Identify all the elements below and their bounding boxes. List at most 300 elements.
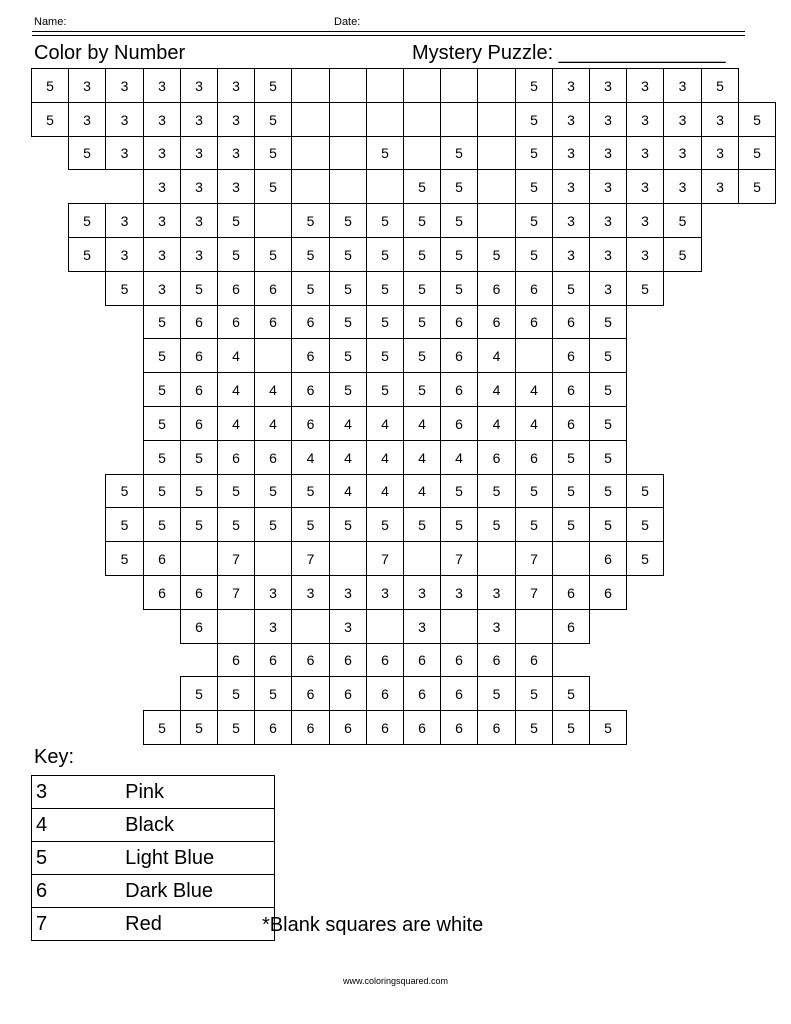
grid-cell: 4 — [291, 440, 330, 475]
grid-cell: 3 — [329, 609, 367, 644]
grid-cell: 3 — [180, 169, 218, 204]
grid-cell: 6 — [291, 643, 330, 677]
grid-cell: 5 — [403, 237, 441, 272]
grid-cell: 5 — [329, 237, 367, 272]
grid-cell: 6 — [180, 406, 218, 441]
grid-cell: 5 — [217, 203, 255, 238]
grid-cell: 6 — [217, 643, 255, 677]
grid-cell: 5 — [366, 338, 404, 373]
grid-cell: 3 — [626, 169, 664, 204]
grid-cell: 4 — [329, 440, 367, 475]
grid-cell: 6 — [180, 338, 218, 373]
grid-cell: 4 — [329, 406, 367, 441]
key-row — [32, 809, 275, 842]
grid-cell — [477, 541, 516, 576]
page-title: Color by Number — [34, 42, 186, 64]
grid-cell: 5 — [329, 372, 367, 407]
grid-cell — [440, 68, 478, 103]
grid-cell — [403, 68, 441, 103]
grid-cell: 5 — [105, 507, 144, 542]
grid-cell: 5 — [515, 237, 553, 272]
grid-cell: 5 — [738, 136, 776, 170]
grid-cell: 5 — [254, 676, 292, 711]
grid-cell: 5 — [515, 507, 553, 542]
grid-cell: 6 — [366, 676, 404, 711]
grid-cell: 5 — [366, 507, 404, 542]
grid-cell: 4 — [403, 440, 441, 475]
grid-cell: 5 — [254, 136, 292, 170]
grid-cell: 3 — [552, 136, 590, 170]
grid-cell: 3 — [477, 575, 516, 610]
grid-cell: 6 — [254, 710, 292, 745]
grid-cell: 6 — [143, 575, 181, 610]
grid-cell: 3 — [403, 609, 441, 644]
grid-cell: 5 — [143, 372, 181, 407]
grid-cell: 5 — [329, 203, 367, 238]
grid-cell: 3 — [366, 575, 404, 610]
grid-cell: 5 — [291, 271, 330, 306]
grid-cell: 4 — [477, 338, 516, 373]
grid-cell: 3 — [440, 575, 478, 610]
grid-cell: 6 — [366, 710, 404, 745]
grid-cell: 5 — [515, 203, 553, 238]
key-row — [32, 776, 275, 809]
grid-cell: 5 — [552, 676, 590, 711]
grid-cell: 3 — [180, 136, 218, 170]
grid-cell: 6 — [403, 643, 441, 677]
grid-cell: 3 — [105, 136, 144, 170]
grid-cell: 5 — [477, 676, 516, 711]
grid-cell: 5 — [291, 203, 330, 238]
grid-cell: 5 — [291, 237, 330, 272]
grid-cell: 5 — [254, 102, 292, 137]
grid-cell: 4 — [366, 440, 404, 475]
grid-cell: 5 — [217, 507, 255, 542]
grid-cell: 3 — [477, 609, 516, 644]
grid-cell: 5 — [738, 169, 776, 204]
grid-cell: 6 — [254, 643, 292, 677]
grid-cell: 5 — [291, 474, 330, 508]
grid-cell: 6 — [366, 643, 404, 677]
key-number: 7 — [32, 908, 48, 941]
grid-cell: 5 — [626, 271, 664, 306]
grid-cell: 5 — [180, 474, 218, 508]
grid-cell: 5 — [68, 203, 106, 238]
grid-cell — [329, 169, 367, 204]
grid-cell: 5 — [403, 507, 441, 542]
grid-cell: 6 — [515, 305, 553, 339]
grid-cell: 5 — [626, 474, 664, 508]
footer-url: www.coloringsquared.com — [342, 976, 449, 986]
grid-cell: 5 — [663, 237, 702, 272]
grid-cell: 5 — [403, 169, 441, 204]
grid-cell: 5 — [552, 474, 590, 508]
key-table — [31, 775, 275, 941]
grid-cell: 6 — [180, 305, 218, 339]
grid-cell — [477, 102, 516, 137]
grid-cell: 3 — [329, 575, 367, 610]
grid-cell — [403, 102, 441, 137]
grid-cell: 5 — [589, 710, 627, 745]
grid-cell: 3 — [589, 271, 627, 306]
grid-cell: 3 — [403, 575, 441, 610]
grid-cell — [366, 169, 404, 204]
mystery-puzzle-label: Mystery Puzzle: _______________ — [412, 42, 726, 64]
grid-cell: 5 — [701, 68, 739, 103]
grid-cell: 3 — [552, 203, 590, 238]
grid-cell: 5 — [552, 271, 590, 306]
grid-cell: 5 — [217, 710, 255, 745]
grid-cell: 4 — [366, 406, 404, 441]
grid-cell: 6 — [552, 609, 590, 644]
grid-cell: 4 — [515, 372, 553, 407]
grid-cell: 5 — [180, 271, 218, 306]
grid-cell: 6 — [477, 710, 516, 745]
grid-cell: 6 — [291, 305, 330, 339]
grid-cell — [217, 609, 255, 644]
grid-cell: 6 — [180, 575, 218, 610]
grid-cell: 5 — [477, 474, 516, 508]
grid-cell: 5 — [403, 305, 441, 339]
grid-cell: 3 — [626, 102, 664, 137]
grid-cell: 3 — [143, 102, 181, 137]
grid-cell: 4 — [366, 474, 404, 508]
grid-cell: 5 — [254, 237, 292, 272]
grid-cell: 5 — [143, 440, 181, 475]
grid-cell: 5 — [31, 68, 69, 103]
grid-cell — [477, 203, 516, 238]
grid-cell — [403, 541, 441, 576]
grid-cell: 5 — [515, 68, 553, 103]
grid-cell: 3 — [701, 102, 739, 137]
grid-cell: 3 — [143, 203, 181, 238]
grid-cell: 5 — [589, 474, 627, 508]
grid-cell: 3 — [68, 68, 106, 103]
grid-cell: 3 — [589, 102, 627, 137]
grid-cell: 3 — [663, 169, 702, 204]
grid-cell: 5 — [589, 338, 627, 373]
grid-cell: 5 — [626, 541, 664, 576]
grid-cell — [329, 541, 367, 576]
grid-cell: 6 — [291, 676, 330, 711]
grid-cell: 7 — [291, 541, 330, 576]
grid-cell: 6 — [291, 406, 330, 441]
grid-cell — [291, 136, 330, 170]
grid-cell: 6 — [440, 406, 478, 441]
grid-cell: 4 — [254, 372, 292, 407]
grid-cell: 6 — [291, 338, 330, 373]
grid-cell: 5 — [515, 102, 553, 137]
key-row — [32, 908, 275, 941]
grid-cell: 5 — [403, 203, 441, 238]
grid-cell: 5 — [329, 338, 367, 373]
grid-cell: 6 — [589, 575, 627, 610]
grid-cell: 5 — [68, 237, 106, 272]
grid-cell: 6 — [440, 338, 478, 373]
grid-cell: 5 — [143, 710, 181, 745]
grid-cell: 5 — [143, 305, 181, 339]
grid-cell: 5 — [180, 440, 218, 475]
grid-cell: 3 — [217, 136, 255, 170]
grid-cell: 3 — [552, 102, 590, 137]
grid-cell: 6 — [552, 575, 590, 610]
grid-cell: 7 — [217, 541, 255, 576]
grid-cell: 3 — [701, 136, 739, 170]
grid-cell: 5 — [738, 102, 776, 137]
grid-cell: 3 — [180, 102, 218, 137]
grid-cell — [440, 609, 478, 644]
grid-cell: 4 — [254, 406, 292, 441]
key-title: Key: — [34, 746, 75, 768]
grid-cell: 3 — [626, 68, 664, 103]
grid-cell: 5 — [105, 474, 144, 508]
grid-cell — [254, 203, 292, 238]
name-label: Name: — [34, 16, 67, 28]
grid-cell: 4 — [329, 474, 367, 508]
grid-cell: 3 — [589, 237, 627, 272]
grid-cell: 5 — [180, 710, 218, 745]
grid-cell: 3 — [105, 68, 144, 103]
grid-cell: 3 — [180, 203, 218, 238]
grid-cell: 5 — [552, 440, 590, 475]
grid-cell: 5 — [291, 507, 330, 542]
grid-cell — [366, 68, 404, 103]
grid-cell: 5 — [217, 237, 255, 272]
grid-cell: 5 — [403, 271, 441, 306]
grid-cell: 5 — [440, 271, 478, 306]
grid-cell: 5 — [366, 372, 404, 407]
grid-cell: 3 — [217, 102, 255, 137]
grid-cell: 3 — [589, 203, 627, 238]
key-row — [32, 875, 275, 908]
grid-cell: 3 — [143, 271, 181, 306]
grid-cell: 5 — [440, 237, 478, 272]
key-number: 6 — [32, 875, 48, 908]
grid-cell: 5 — [366, 271, 404, 306]
key-row — [32, 842, 275, 875]
grid-cell: 6 — [217, 440, 255, 475]
grid-cell — [180, 541, 218, 576]
grid-cell: 3 — [589, 68, 627, 103]
grid-cell: 3 — [254, 609, 292, 644]
grid-cell: 5 — [403, 372, 441, 407]
grid-cell: 5 — [626, 507, 664, 542]
grid-cell: 6 — [329, 710, 367, 745]
grid-cell: 5 — [440, 507, 478, 542]
grid-cell: 6 — [440, 710, 478, 745]
key-number: 4 — [32, 809, 48, 842]
grid-cell: 3 — [626, 203, 664, 238]
grid-cell: 5 — [217, 676, 255, 711]
grid-cell: 3 — [663, 68, 702, 103]
grid-cell: 5 — [515, 710, 553, 745]
grid-cell: 3 — [626, 237, 664, 272]
grid-cell: 5 — [589, 406, 627, 441]
grid-cell — [291, 169, 330, 204]
grid-cell — [477, 169, 516, 204]
grid-cell — [329, 68, 367, 103]
grid-cell: 3 — [68, 102, 106, 137]
grid-cell — [329, 102, 367, 137]
grid-cell: 3 — [589, 169, 627, 204]
grid-cell: 5 — [254, 68, 292, 103]
grid-cell: 5 — [254, 474, 292, 508]
grid-cell: 5 — [477, 507, 516, 542]
grid-cell: 4 — [403, 474, 441, 508]
grid-cell: 5 — [552, 507, 590, 542]
grid-cell: 5 — [477, 237, 516, 272]
grid-cell: 4 — [440, 440, 478, 475]
key-number: 3 — [32, 776, 48, 809]
grid-cell: 5 — [143, 338, 181, 373]
grid-cell — [291, 102, 330, 137]
grid-cell: 6 — [291, 710, 330, 745]
grid-cell: 4 — [217, 372, 255, 407]
grid-cell: 6 — [440, 643, 478, 677]
key-color: Black — [47, 809, 274, 842]
grid-cell: 6 — [329, 643, 367, 677]
grid-cell: 5 — [143, 406, 181, 441]
grid-cell: 5 — [143, 507, 181, 542]
grid-cell — [477, 136, 516, 170]
grid-cell — [254, 338, 292, 373]
grid-cell: 5 — [180, 676, 218, 711]
date-label: Date: — [334, 16, 361, 28]
grid-cell: 4 — [515, 406, 553, 441]
grid-cell: 5 — [329, 271, 367, 306]
grid-cell — [477, 68, 516, 103]
grid-cell: 6 — [515, 643, 553, 677]
grid-cell: 3 — [663, 136, 702, 170]
grid-cell: 3 — [217, 169, 255, 204]
grid-cell: 3 — [663, 102, 702, 137]
grid-cell: 6 — [143, 541, 181, 576]
grid-cell: 5 — [589, 372, 627, 407]
grid-cell: 5 — [440, 169, 478, 204]
grid-cell: 3 — [701, 169, 739, 204]
grid-cell: 5 — [329, 507, 367, 542]
grid-cell — [552, 541, 590, 576]
grid-cell — [366, 609, 404, 644]
grid-cell: 5 — [180, 507, 218, 542]
grid-cell: 7 — [217, 575, 255, 610]
grid-cell: 6 — [552, 372, 590, 407]
grid-cell: 3 — [254, 575, 292, 610]
grid-cell: 3 — [105, 102, 144, 137]
grid-cell: 5 — [105, 271, 144, 306]
grid-cell: 5 — [68, 136, 106, 170]
grid-cell: 5 — [254, 507, 292, 542]
grid-cell: 6 — [515, 271, 553, 306]
grid-cell: 5 — [440, 136, 478, 170]
grid-cell: 6 — [589, 541, 627, 576]
grid-cell: 5 — [366, 237, 404, 272]
grid-cell: 5 — [254, 169, 292, 204]
grid-cell: 3 — [217, 68, 255, 103]
grid-cell — [254, 541, 292, 576]
grid-cell: 5 — [552, 710, 590, 745]
grid-cell: 4 — [477, 372, 516, 407]
grid-cell: 5 — [515, 676, 553, 711]
grid-cell: 6 — [180, 609, 218, 644]
grid-cell: 4 — [217, 338, 255, 373]
grid-cell: 5 — [366, 203, 404, 238]
grid-cell: 6 — [477, 305, 516, 339]
grid-cell: 3 — [180, 237, 218, 272]
grid-cell: 6 — [254, 440, 292, 475]
grid-cell: 5 — [515, 474, 553, 508]
key-color: Pink — [47, 776, 274, 809]
grid-cell: 5 — [589, 305, 627, 339]
grid-cell: 3 — [105, 203, 144, 238]
grid-cell: 5 — [31, 102, 69, 137]
grid-cell: 3 — [143, 68, 181, 103]
grid-cell: 5 — [515, 136, 553, 170]
grid-cell — [329, 136, 367, 170]
grid-cell: 6 — [329, 676, 367, 711]
grid-cell — [440, 102, 478, 137]
grid-cell: 6 — [180, 372, 218, 407]
grid-cell: 4 — [477, 406, 516, 441]
grid-cell — [291, 609, 330, 644]
grid-cell: 4 — [217, 406, 255, 441]
key-color: Light Blue — [47, 842, 274, 875]
grid-cell — [291, 68, 330, 103]
grid-cell: 5 — [589, 440, 627, 475]
grid-cell: 4 — [403, 406, 441, 441]
grid-cell: 3 — [143, 169, 181, 204]
blank-squares-note: *Blank squares are white — [262, 914, 484, 936]
grid-cell: 6 — [440, 305, 478, 339]
grid-cell: 6 — [515, 440, 553, 475]
grid-cell: 5 — [217, 474, 255, 508]
grid-cell — [366, 102, 404, 137]
grid-cell: 3 — [143, 237, 181, 272]
grid-cell: 6 — [403, 710, 441, 745]
grid-cell: 7 — [515, 541, 553, 576]
key-color: Dark Blue — [47, 875, 274, 908]
grid-cell: 3 — [589, 136, 627, 170]
grid-cell: 6 — [440, 676, 478, 711]
grid-cell: 3 — [105, 237, 144, 272]
grid-cell: 3 — [180, 68, 218, 103]
grid-cell: 7 — [366, 541, 404, 576]
grid-cell: 5 — [143, 474, 181, 508]
grid-cell: 3 — [552, 169, 590, 204]
grid-cell — [403, 136, 441, 170]
grid-cell: 5 — [440, 474, 478, 508]
grid-cell: 3 — [552, 237, 590, 272]
grid-cell — [515, 609, 553, 644]
grid-cell: 3 — [143, 136, 181, 170]
grid-cell: 6 — [440, 372, 478, 407]
grid-cell: 6 — [552, 338, 590, 373]
grid-cell: 3 — [552, 68, 590, 103]
grid-cell: 3 — [291, 575, 330, 610]
key-number: 5 — [32, 842, 48, 875]
grid-cell: 7 — [515, 575, 553, 610]
grid-cell: 6 — [254, 305, 292, 339]
grid-cell: 5 — [440, 203, 478, 238]
grid-cell: 5 — [329, 305, 367, 339]
grid-cell: 5 — [366, 136, 404, 170]
grid-cell: 6 — [217, 271, 255, 306]
grid-cell: 6 — [403, 676, 441, 711]
grid-cell: 6 — [217, 305, 255, 339]
grid-cell: 6 — [477, 440, 516, 475]
grid-cell: 6 — [552, 305, 590, 339]
grid-cell: 6 — [291, 372, 330, 407]
